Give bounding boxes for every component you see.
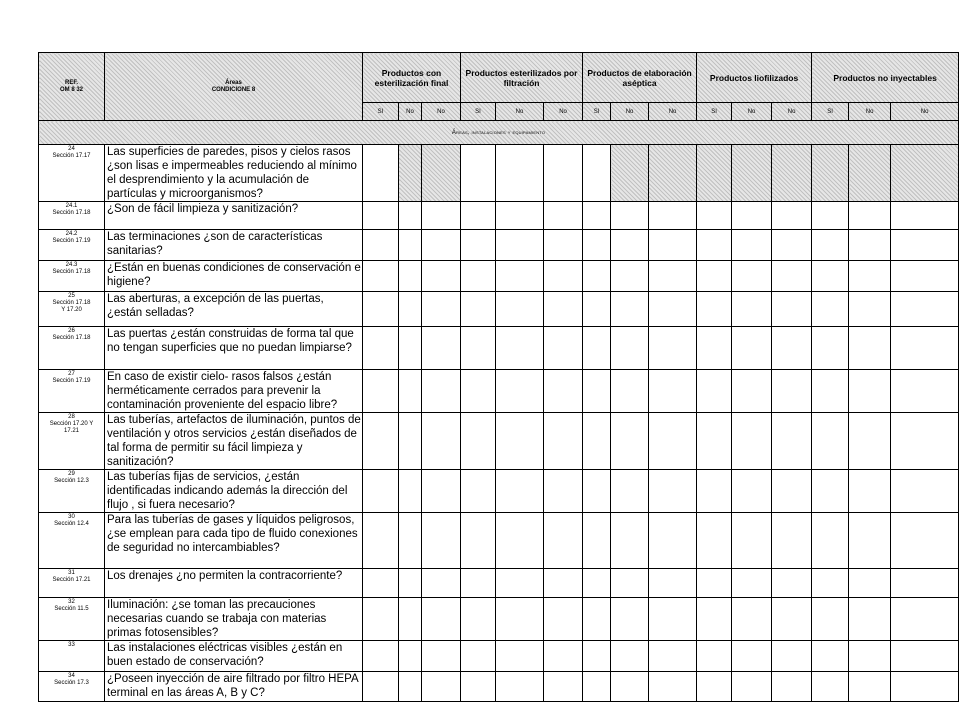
answer-cell[interactable] — [399, 641, 422, 672]
answer-cell[interactable] — [849, 370, 891, 413]
answer-cell[interactable] — [461, 202, 496, 230]
row-ref: 24.2 Sección 17.19 — [39, 230, 105, 261]
answer-cell[interactable] — [649, 202, 697, 230]
answer-cell[interactable] — [812, 370, 849, 413]
answer-cell[interactable] — [461, 292, 496, 327]
answer-cell[interactable] — [812, 641, 849, 672]
table-row — [39, 230, 959, 261]
sub-header-cell: No — [772, 103, 812, 121]
answer-cell[interactable] — [544, 569, 583, 598]
answer-cell[interactable] — [363, 261, 399, 292]
answer-cell[interactable] — [812, 145, 849, 202]
answer-cell[interactable] — [611, 327, 649, 370]
row-question: Para las tuberías de gases y líquidos peligrosos, ¿se emplean para cada tipo de fluido conexiones de seguridad no intercambiables? — [105, 513, 363, 569]
answer-cell[interactable] — [422, 327, 461, 370]
answer-cell[interactable] — [649, 598, 697, 641]
answer-cell[interactable] — [697, 292, 732, 327]
section-title-text: Áreas, instalaciones y equipamiento — [451, 129, 546, 136]
sub-header-cell: No — [399, 103, 422, 121]
table-row — [39, 513, 959, 569]
answer-cell[interactable] — [649, 672, 697, 702]
sub-header-cell: SI — [583, 103, 611, 121]
answer-cell[interactable] — [399, 513, 422, 569]
section-row — [39, 121, 959, 145]
answer-cell[interactable] — [697, 513, 732, 569]
sub-header-cell: SI — [697, 103, 732, 121]
answer-cell[interactable] — [891, 370, 959, 413]
answer-cell[interactable] — [732, 569, 772, 598]
answer-cell[interactable] — [891, 598, 959, 641]
answer-cell[interactable] — [649, 230, 697, 261]
answer-cell[interactable] — [399, 202, 422, 230]
table-row — [39, 672, 959, 702]
answer-cell[interactable] — [496, 261, 544, 292]
answer-cell[interactable] — [891, 292, 959, 327]
answer-cell[interactable] — [697, 470, 732, 513]
sub-header-cell: SI — [363, 103, 399, 121]
answer-cell[interactable] — [611, 598, 649, 641]
answer-cell[interactable] — [496, 598, 544, 641]
answer-cell[interactable] — [732, 598, 772, 641]
answer-cell[interactable] — [697, 569, 732, 598]
answer-cell[interactable] — [611, 261, 649, 292]
answer-cell[interactable] — [611, 413, 649, 470]
category-header-2: Productos esterilizados por filtración — [461, 53, 583, 103]
answer-cell[interactable] — [697, 413, 732, 470]
table-row — [39, 202, 959, 230]
answer-cell[interactable] — [583, 230, 611, 261]
answer-cell[interactable] — [891, 327, 959, 370]
answer-cell[interactable] — [583, 261, 611, 292]
answer-cell[interactable] — [496, 145, 544, 202]
row-question: Las terminaciones ¿son de características sanitarias? — [105, 230, 363, 261]
answer-cell[interactable] — [812, 261, 849, 292]
answer-cell[interactable] — [544, 370, 583, 413]
row-question: Las superficies de paredes, pisos y cielos rasos ¿son lisas e impermeables reduciendo al mínimo el desprendimiento y la acumulación de partículas y microorganismos? — [105, 145, 363, 202]
answer-cell[interactable] — [812, 470, 849, 513]
answer-cell[interactable] — [496, 370, 544, 413]
answer-cell[interactable] — [422, 202, 461, 230]
answer-cell[interactable] — [732, 470, 772, 513]
answer-cell[interactable] — [849, 202, 891, 230]
sub-header-cell: No — [544, 103, 583, 121]
answer-cell[interactable] — [697, 370, 732, 413]
row-ref: 33 — [39, 641, 105, 672]
answer-cell[interactable] — [812, 513, 849, 569]
answer-cell[interactable] — [496, 202, 544, 230]
answer-cell[interactable] — [611, 145, 649, 202]
header-row — [39, 53, 959, 103]
answer-cell[interactable] — [697, 327, 732, 370]
answer-cell[interactable] — [891, 261, 959, 292]
answer-cell[interactable] — [812, 327, 849, 370]
answer-cell[interactable] — [772, 145, 812, 202]
sub-header-cell: No — [496, 103, 544, 121]
answer-cell[interactable] — [544, 292, 583, 327]
answer-cell[interactable] — [422, 641, 461, 672]
sub-header-cell: No — [849, 103, 891, 121]
answer-cell[interactable] — [849, 470, 891, 513]
answer-cell[interactable] — [772, 470, 812, 513]
answer-cell[interactable] — [849, 641, 891, 672]
category-header-4: Productos liofilizados — [697, 53, 812, 103]
answer-cell[interactable] — [399, 413, 422, 470]
answer-cell[interactable] — [399, 261, 422, 292]
answer-cell[interactable] — [544, 145, 583, 202]
answer-cell[interactable] — [772, 327, 812, 370]
answer-cell[interactable] — [461, 413, 496, 470]
row-ref: 24 Sección 17.17 — [39, 145, 105, 202]
answer-cell[interactable] — [583, 470, 611, 513]
answer-cell[interactable] — [363, 672, 399, 702]
table-row — [39, 292, 959, 327]
answer-cell[interactable] — [611, 230, 649, 261]
row-question: Iluminación: ¿se toman las precauciones necesarias cuando se trabaja con materias primas fotosensibles? — [105, 598, 363, 641]
table-row — [39, 470, 959, 513]
answer-cell[interactable] — [461, 370, 496, 413]
answer-cell[interactable] — [496, 569, 544, 598]
answer-cell[interactable] — [649, 292, 697, 327]
sub-header-cell: SI — [461, 103, 496, 121]
row-ref: 29 Sección 12.3 — [39, 470, 105, 513]
answer-cell[interactable] — [363, 598, 399, 641]
answer-cell[interactable] — [891, 470, 959, 513]
answer-cell[interactable] — [849, 513, 891, 569]
answer-cell[interactable] — [583, 327, 611, 370]
answer-cell[interactable] — [611, 370, 649, 413]
areas-header — [105, 53, 363, 121]
sub-header-cell: SI — [812, 103, 849, 121]
answer-cell[interactable] — [649, 261, 697, 292]
answer-cell[interactable] — [399, 672, 422, 702]
answer-cell[interactable] — [422, 672, 461, 702]
answer-cell[interactable] — [363, 470, 399, 513]
row-question: Las aberturas, a excepción de las puertas, ¿están selladas? — [105, 292, 363, 327]
answer-cell[interactable] — [891, 230, 959, 261]
answer-cell[interactable] — [544, 513, 583, 569]
answer-cell[interactable] — [812, 230, 849, 261]
row-question: Las instalaciones eléctricas visibles ¿están en buen estado de conservación? — [105, 641, 363, 672]
answer-cell[interactable] — [849, 413, 891, 470]
answer-cell[interactable] — [583, 145, 611, 202]
answer-cell[interactable] — [611, 641, 649, 672]
answer-cell[interactable] — [697, 230, 732, 261]
answer-cell[interactable] — [697, 145, 732, 202]
answer-cell[interactable] — [849, 672, 891, 702]
answer-cell[interactable] — [399, 327, 422, 370]
answer-cell[interactable] — [772, 413, 812, 470]
answer-cell[interactable] — [583, 202, 611, 230]
ref-header — [39, 53, 105, 121]
answer-cell[interactable] — [583, 370, 611, 413]
answer-cell[interactable] — [649, 641, 697, 672]
answer-cell[interactable] — [363, 292, 399, 327]
answer-cell[interactable] — [772, 202, 812, 230]
answer-cell[interactable] — [496, 470, 544, 513]
answer-cell[interactable] — [496, 672, 544, 702]
answer-cell[interactable] — [812, 202, 849, 230]
answer-cell[interactable] — [461, 230, 496, 261]
answer-cell[interactable] — [544, 598, 583, 641]
answer-cell[interactable] — [812, 672, 849, 702]
answer-cell[interactable] — [732, 230, 772, 261]
category-header-5: Productos no inyectables — [812, 53, 959, 103]
answer-cell[interactable] — [363, 202, 399, 230]
answer-cell[interactable] — [363, 145, 399, 202]
answer-cell[interactable] — [544, 641, 583, 672]
answer-cell[interactable] — [732, 370, 772, 413]
answer-cell[interactable] — [611, 672, 649, 702]
row-ref: 27 Sección 17.19 — [39, 370, 105, 413]
answer-cell[interactable] — [697, 261, 732, 292]
row-question: En caso de existir cielo- rasos falsos ¿están herméticamente cerrados para prevenir la contaminación proveniente del espacio libre? — [105, 370, 363, 413]
answer-cell[interactable] — [461, 470, 496, 513]
table-row — [39, 598, 959, 641]
table-row — [39, 370, 959, 413]
table-row — [39, 413, 959, 470]
row-ref: 30 Sección 12.4 — [39, 513, 105, 569]
answer-cell[interactable] — [399, 230, 422, 261]
answer-cell[interactable] — [583, 292, 611, 327]
row-question: ¿Son de fácil limpieza y sanitización? — [105, 202, 363, 230]
answer-cell[interactable] — [812, 292, 849, 327]
answer-cell[interactable] — [422, 598, 461, 641]
answer-cell[interactable] — [422, 513, 461, 569]
answer-cell[interactable] — [849, 327, 891, 370]
answer-cell[interactable] — [363, 327, 399, 370]
areas-header-line2: CONDICIONE 8 — [211, 86, 256, 93]
answer-cell[interactable] — [461, 598, 496, 641]
answer-cell[interactable] — [422, 413, 461, 470]
answer-cell[interactable] — [583, 513, 611, 569]
answer-cell[interactable] — [583, 413, 611, 470]
answer-cell[interactable] — [611, 202, 649, 230]
answer-cell[interactable] — [649, 470, 697, 513]
table-row — [39, 327, 959, 370]
row-question: Las puertas ¿están construidas de forma tal que no tengan superficies que no puedan limpiarse? — [105, 327, 363, 370]
answer-cell[interactable] — [544, 327, 583, 370]
row-ref: 26 Sección 17.18 — [39, 327, 105, 370]
table-row — [39, 641, 959, 672]
answer-cell[interactable] — [812, 598, 849, 641]
answer-cell[interactable] — [422, 145, 461, 202]
answer-cell[interactable] — [772, 672, 812, 702]
row-ref: 32 Sección 11.5 — [39, 598, 105, 641]
answer-cell[interactable] — [544, 413, 583, 470]
answer-cell[interactable] — [461, 145, 496, 202]
answer-cell[interactable] — [649, 145, 697, 202]
answer-cell[interactable] — [422, 470, 461, 513]
answer-cell[interactable] — [649, 413, 697, 470]
sub-header-cell: No — [649, 103, 697, 121]
answer-cell[interactable] — [544, 202, 583, 230]
answer-cell[interactable] — [697, 202, 732, 230]
answer-cell[interactable] — [849, 145, 891, 202]
answer-cell[interactable] — [422, 569, 461, 598]
answer-cell[interactable] — [461, 569, 496, 598]
answer-cell[interactable] — [363, 513, 399, 569]
section-title — [39, 121, 959, 145]
row-ref: 25 Sección 17.18 Y 17.20 — [39, 292, 105, 327]
answer-cell[interactable] — [544, 261, 583, 292]
answer-cell[interactable] — [649, 513, 697, 569]
ref-header-line1: REF. — [64, 79, 78, 86]
table-row — [39, 145, 959, 202]
sub-header-cell: No — [891, 103, 959, 121]
answer-cell[interactable] — [772, 598, 812, 641]
answer-cell[interactable] — [891, 672, 959, 702]
answer-cell[interactable] — [732, 261, 772, 292]
answer-cell[interactable] — [363, 230, 399, 261]
row-ref: 31 Sección 17.21 — [39, 569, 105, 598]
row-question: ¿Poseen inyección de aire filtrado por filtro HEPA terminal en las áreas A, B y C? — [105, 672, 363, 702]
answer-cell[interactable] — [496, 292, 544, 327]
answer-cell[interactable] — [583, 641, 611, 672]
answer-cell[interactable] — [649, 370, 697, 413]
answer-cell[interactable] — [496, 513, 544, 569]
answer-cell[interactable] — [363, 641, 399, 672]
answer-cell[interactable] — [697, 598, 732, 641]
answer-cell[interactable] — [772, 569, 812, 598]
answer-cell[interactable] — [649, 327, 697, 370]
answer-cell[interactable] — [363, 413, 399, 470]
answer-cell[interactable] — [891, 413, 959, 470]
answer-cell[interactable] — [496, 230, 544, 261]
answer-cell[interactable] — [399, 470, 422, 513]
answer-cell[interactable] — [544, 470, 583, 513]
answer-cell[interactable] — [611, 513, 649, 569]
areas-header-line1: Áreas — [225, 79, 242, 86]
answer-cell[interactable] — [399, 292, 422, 327]
row-question: ¿Están en buenas condiciones de conservación e higiene? — [105, 261, 363, 292]
answer-cell[interactable] — [422, 292, 461, 327]
answer-cell[interactable] — [496, 327, 544, 370]
sub-header-cell: No — [611, 103, 649, 121]
answer-cell[interactable] — [583, 672, 611, 702]
answer-cell[interactable] — [399, 598, 422, 641]
answer-cell[interactable] — [583, 569, 611, 598]
answer-cell[interactable] — [772, 261, 812, 292]
row-ref: 24.3 Sección 17.18 — [39, 261, 105, 292]
answer-cell[interactable] — [849, 261, 891, 292]
answer-cell[interactable] — [496, 413, 544, 470]
answer-cell[interactable] — [363, 569, 399, 598]
answer-cell[interactable] — [399, 145, 422, 202]
answer-cell[interactable] — [544, 230, 583, 261]
row-question: Los drenajes ¿no permiten la contracorriente? — [105, 569, 363, 598]
answer-cell[interactable] — [461, 641, 496, 672]
answer-cell[interactable] — [732, 292, 772, 327]
answer-cell[interactable] — [583, 598, 611, 641]
answer-cell[interactable] — [891, 202, 959, 230]
answer-cell[interactable] — [422, 370, 461, 413]
row-question: Las tuberías, artefactos de iluminación, puntos de ventilación y otros servicios ¿están diseñados de tal forma de permitir su fácil limpieza y sanitización? — [105, 413, 363, 470]
table-row — [39, 261, 959, 292]
sub-header-cell: No — [422, 103, 461, 121]
row-ref: 28 Sección 17.20 Y 17.21 — [39, 413, 105, 470]
answer-cell[interactable] — [849, 569, 891, 598]
answer-cell[interactable] — [849, 230, 891, 261]
answer-cell[interactable] — [732, 672, 772, 702]
category-header-3: Productos de elaboración aséptica — [583, 53, 697, 103]
answer-cell[interactable] — [849, 292, 891, 327]
answer-cell[interactable] — [732, 202, 772, 230]
answer-cell[interactable] — [697, 672, 732, 702]
answer-cell[interactable] — [461, 513, 496, 569]
answer-cell[interactable] — [772, 641, 812, 672]
checklist-table — [38, 52, 959, 702]
answer-cell[interactable] — [772, 230, 812, 261]
answer-cell[interactable] — [812, 569, 849, 598]
answer-cell[interactable] — [461, 261, 496, 292]
answer-cell[interactable] — [849, 598, 891, 641]
row-ref: 34 Sección 17.3 — [39, 672, 105, 702]
answer-cell[interactable] — [461, 327, 496, 370]
answer-cell[interactable] — [461, 672, 496, 702]
answer-cell[interactable] — [772, 370, 812, 413]
answer-cell[interactable] — [891, 569, 959, 598]
answer-cell[interactable] — [732, 413, 772, 470]
sub-header-cell: No — [732, 103, 772, 121]
answer-cell[interactable] — [363, 370, 399, 413]
answer-cell[interactable] — [732, 145, 772, 202]
answer-cell[interactable] — [697, 641, 732, 672]
answer-cell[interactable] — [732, 327, 772, 370]
answer-cell[interactable] — [772, 513, 812, 569]
row-question: Las tuberías fijas de servicios, ¿están identificadas indicando además la dirección del flujo , si fuera necesario? — [105, 470, 363, 513]
answer-cell[interactable] — [399, 370, 422, 413]
answer-cell[interactable] — [891, 513, 959, 569]
answer-cell[interactable] — [812, 413, 849, 470]
answer-cell[interactable] — [772, 292, 812, 327]
ref-header-line2: OM 8 32 — [59, 86, 83, 93]
answer-cell[interactable] — [891, 145, 959, 202]
answer-cell[interactable] — [544, 672, 583, 702]
answer-cell[interactable] — [891, 641, 959, 672]
answer-cell[interactable] — [732, 641, 772, 672]
answer-cell[interactable] — [422, 261, 461, 292]
answer-cell[interactable] — [611, 569, 649, 598]
answer-cell[interactable] — [649, 569, 697, 598]
answer-cell[interactable] — [611, 292, 649, 327]
table-row — [39, 569, 959, 598]
category-header-1: Productos con esterilización final — [363, 53, 461, 103]
answer-cell[interactable] — [399, 569, 422, 598]
row-ref: 24.1 Sección 17.18 — [39, 202, 105, 230]
answer-cell[interactable] — [732, 513, 772, 569]
answer-cell[interactable] — [496, 641, 544, 672]
answer-cell[interactable] — [422, 230, 461, 261]
answer-cell[interactable] — [611, 470, 649, 513]
